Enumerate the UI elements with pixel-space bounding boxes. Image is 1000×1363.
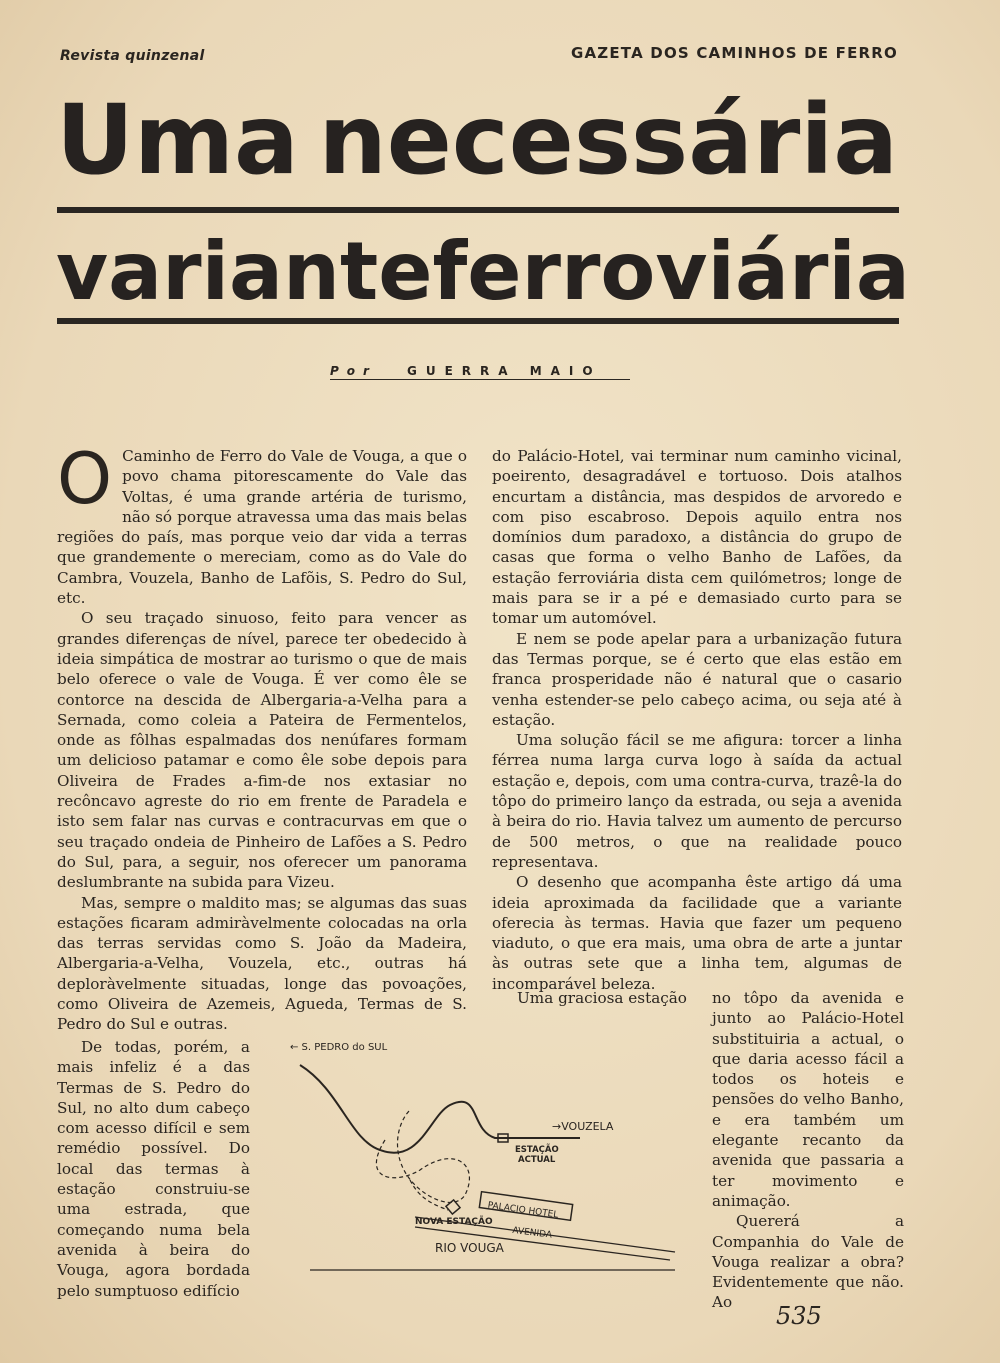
article-column-right [492,446,902,994]
label-actual: ACTUAL [518,1155,556,1165]
paragraph: De todas, porém, a mais infeliz é a das Termas de S. Pedro do Sul, no alto dum cabeço com acesso difícil e sem remédio possível. Do local das termas à estação construiu-se uma estrada, que começando numa bela avenida à beira do Vouga, agora bordada pelo sumptuoso edifício [57,1038,250,1300]
headline-word: necessária [318,84,898,196]
article-column-left [57,438,467,1035]
label-estacao: ESTAÇÃO [515,1145,559,1155]
existing-railway-line [300,1065,580,1153]
running-header-right: GAZETA DOS CAMINHOS DE FERRO [570,44,898,62]
running-header-left: Revista quinzenal [60,48,205,64]
article-column-right-narrow [712,988,904,1313]
headline-rule [57,207,899,213]
label-s-pedro-do-sul: ← S. PEDRO do SUL [290,1042,388,1053]
railway-variant-map [280,1030,700,1275]
paragraph: no tôpo da avenida e junto ao Palácio-Hotel substituiria a actual, o que daria acesso fácil a todos os hoteis e pensões do velho Banho, e era também um elegante recanto da avenida que passaria a ter movimento e animação. [712,989,904,1210]
headline-line-1 [56,84,898,196]
paragraph: O desenho que acompanha êste artigo dá uma ideia aproximada da facilidade que a variante oferecia às termas. Havia que fazer um pequeno viaduto, o que era mais, uma obra de arte a juntar às outras sete que a linha tem, algumas de incomparável beleza. [492,873,902,993]
byline-author: GUERRA MAIO [406,364,602,378]
headline-rule [57,318,899,324]
variant-dashed-line [410,1180,448,1210]
paragraph: Mas, sempre o maldito mas; se algumas das suas estações ficaram admiràvelmente colocadas na orla das terras servidas como S. João da Madeira, Albergaria-a-Velha, Vouzela, etc., outras há deploràvelmente situadas, longe das povoações, como Oliveira de Azemeis, Agueda, Termas de S. Pedro do Sul e outras. [57,893,467,1034]
paragraph: Quererá a Companhia do Vale de Vouga realizar a obra? Evidentemente que não. Ao [712,1212,904,1312]
label-nova-estacao: NOVA ESTAÇÃO [415,1217,493,1227]
byline-por: Por [330,364,377,378]
page-number: 535 [776,1302,822,1330]
label-rio-vouga: RIO VOUGA [435,1241,504,1255]
paragraph: O seu traçado sinuoso, feito para vencer as grandes diferenças de nível, parece ter obedecido à ideia simpática de mostrar ao turismo o que de mais belo oferece o vale de Vouga. É ver como êle se contorce na descida de Albergaria-a-Velha para a Sernada, como coleia a Pateira de Fermentelos, onde as fôlhas espalmadas dos nenúfares formam um delicioso patamar e como êle sobe depois para Oliveira de Frades a-fim-de nos extasiar no recôncavo agreste do rio em frente de Paradela e isto sem falar nas curvas e contracurvas em que o seu traçado ondeia de Pinheiro de Lafões a S. Pedro do Sul, para, a seguir, nos oferecer um panorama deslumbrante na subida para Vizeu. [57,609,467,892]
headline-word: ferroviária [432,225,910,318]
paragraph: do Palácio-Hotel, vai terminar num caminho vicinal, poeirento, desagradável e tortuoso. Dois atalhos encurtam a distância, mas despidos de arvoredo e com piso escabroso. Depois aquilo entra nos domínios dum paradoxo, a distância do grupo de casas que forma o velho Banho de Lafões, da estação ferroviária dista cem quilómetros; longe de mais para se ir a pé e demasiado curto para se tomar um automóvel. [492,447,902,628]
paragraph: Uma solução fácil se me afigura: torcer a linha férrea numa larga curva logo à saída da actual estação e, depois, com uma contra-curva, trazê-la do tôpo do primeiro lanço da estrada, ou seja a avenida à beira do rio. Havia talvez um aumento de percurso de 500 metros, o que na realidade pouco representava. [492,731,902,871]
headline-line-2 [56,225,910,318]
variant-dashed-line [376,1110,469,1202]
paragraph-text: Caminho de Ferro do Vale de Vouga, a que o povo chama pitorescamente do Vale das Voltas, é uma grande artéria de turismo, não só porque atravessa uma das mais belas regiões do país, mas porque veio dar vida a terras que grandemente o mereciam, como as do Vale do Cambra, Vouzela, Banho de Lafõis, S. Pedro do Sul, etc. [57,447,467,608]
label-avenida: AVENIDA [511,1225,553,1241]
article-column-left-narrow [57,1037,250,1301]
label-vouzela: →VOUZELA [552,1120,614,1133]
paragraph: E nem se pode apelar para a urbanização futura das Termas porque, se é certo que elas estão em franca prosperidade não é natural que o casario venha estender-se pelo cabeço acima, ou seja até à estação. [492,629,902,729]
byline [330,364,630,380]
paragraph-start: Uma graciosa estação [517,989,687,1007]
paragraph [57,438,467,608]
label-palacio-hotel: PALACIO HOTEL [486,1200,559,1221]
drop-cap: O [57,438,113,520]
headline-word: variante [56,225,433,318]
headline-word: Uma [56,84,299,196]
